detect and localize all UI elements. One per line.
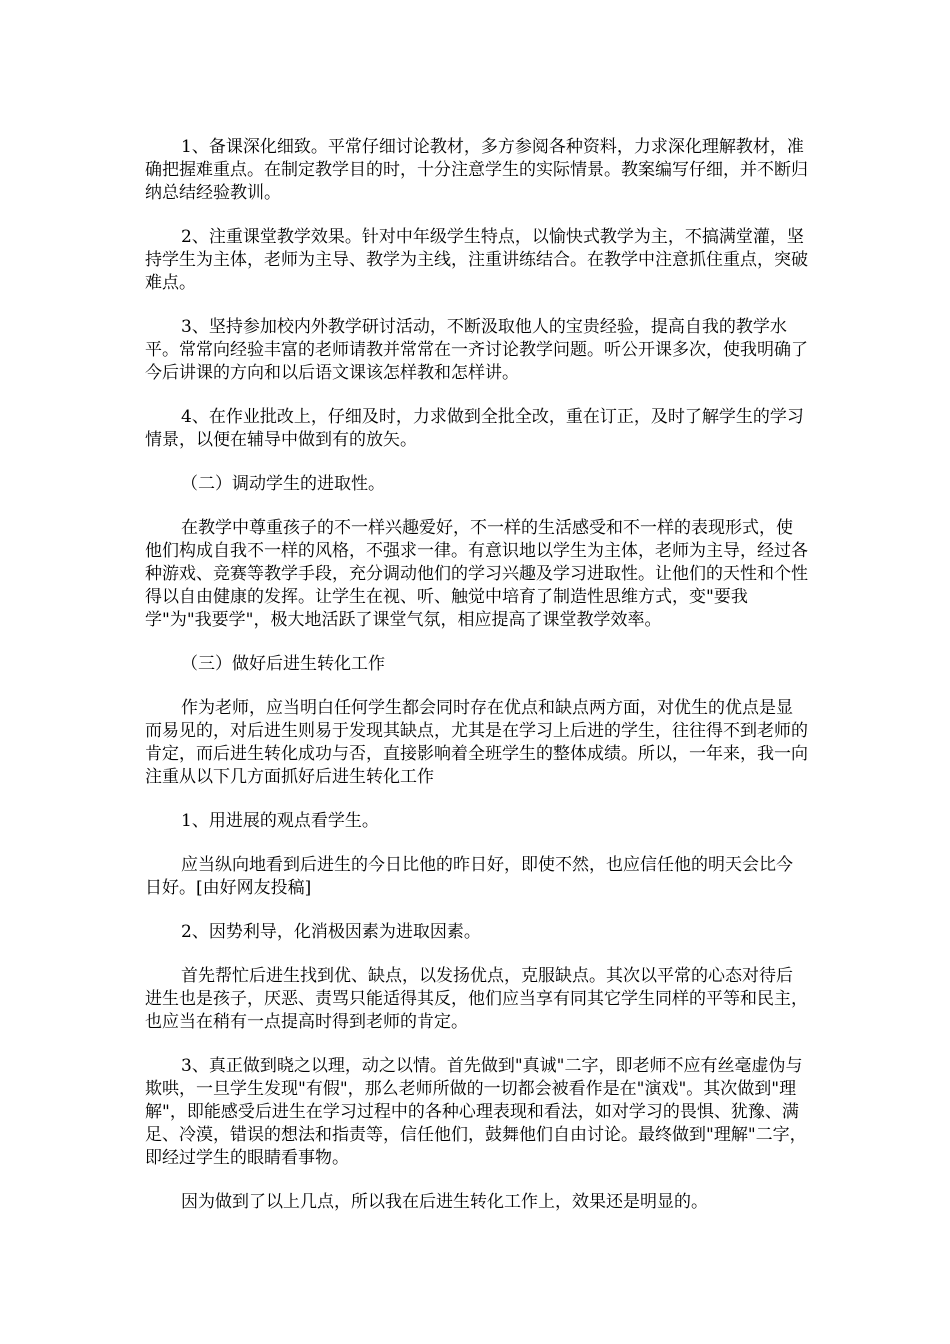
paragraph-underachievers-intro: 作为老师，应当明白任何学生都会同时存在优点和缺点两方面，对优生的优点是显而易见的，对后进生则易于发现其缺点，尤其是在学习上后进的学生，往往得不到老师的肯定，而后进生转化成功与否，直接影响着全班学生的整体成绩。所以，一年来，我一向注重从以下几方面抓好后进生转化工作 — [145, 698, 808, 787]
section-heading-motivation: （二）调动学生的进取性。 — [181, 474, 385, 494]
paragraph-point-1: 1、用进展的观点看学生。 — [181, 811, 379, 831]
paragraph-conclusion: 因为做到了以上几点，所以我在后进生转化工作上，效果还是明显的。 — [181, 1192, 708, 1212]
paragraph-point-2: 2、因势利导，化消极因素为进取因素。 — [181, 922, 481, 942]
paragraph-point-3: 3、真正做到晓之以理，动之以情。首先做到"真诚"二字，即老师不应有丝毫虚伪与欺哄，一旦学生发现"有假"，那么老师所做的一切都会被看作是在"演戏"。其次做到"理解"，即能感受后进生在学习过程中的各种心理表现和看法，如对学习的畏惧、犹豫、满足、冷漠，错误的想法和指责等，信任他们，鼓舞他们自由讨论。最终做到"理解"二字，即经过学生的眼睛看事物。 — [145, 1056, 807, 1168]
paragraph-motivation: 在教学中尊重孩子的不一样兴趣爱好，不一样的生活感受和不一样的表现形式，使他们构成自我不一样的风格，不强求一律。有意识地以学生为主体，老师为主导，经过各种游戏、竞赛等教学手段，充分调动他们的学习兴趣及学习进取性。让他们的天性和个性得以自由健康的发挥。让学生在视、听、触觉中培育了制造性思维方式，变"要我学"为"我要学"，极大地活跃了课堂气氛，相应提高了课堂教学效率。 — [145, 518, 808, 630]
paragraph-point-1-detail: 应当纵向地看到后进生的今日比他的昨日好，即使不然，也应信任他的明天会比今日好。[由好网友投稿] — [145, 855, 793, 898]
paragraph-teaching-research: 3、坚持参加校内外教学研讨活动，不断汲取他人的宝贵经验，提高自我的教学水平。常常向经验丰富的老师请教并常常在一齐讨论教学问题。听公开课多次，使我明确了今后讲课的方向和以后语文课该怎样教和怎样讲。 — [145, 317, 808, 383]
paragraph-classroom-effect: 2、注重课堂教学效果。针对中年级学生特点，以愉快式教学为主，不搞满堂灌，坚持学生为主体，老师为主导、教学为主线，注重讲练结合。在教学中注意抓住重点，突破难点。 — [145, 227, 808, 293]
paragraph-lesson-prep: 1、备课深化细致。平常仔细讨论教材，多方参阅各种资料，力求深化理解教材，准确把握难重点。在制定教学目的时，十分注意学生的实际情景。教案编写仔细，并不断归纳总结经验教训。 — [145, 137, 808, 203]
paragraph-point-2-detail: 首先帮忙后进生找到优、缺点，以发扬优点，克服缺点。其次以平常的心态对待后进生也是孩子，厌恶、责骂只能适得其反，他们应当享有同其它学生同样的平等和民主，也应当在稍有一点提高时得到老师的肯定。 — [145, 966, 808, 1032]
paragraph-homework-correction: 4、在作业批改上，仔细及时，力求做到全批全改，重在订正，及时了解学生的学习情景，以便在辅导中做到有的放矢。 — [145, 407, 804, 450]
document-body — [145, 136, 809, 1235]
section-heading-underachievers: （三）做好后进生转化工作 — [181, 654, 385, 674]
